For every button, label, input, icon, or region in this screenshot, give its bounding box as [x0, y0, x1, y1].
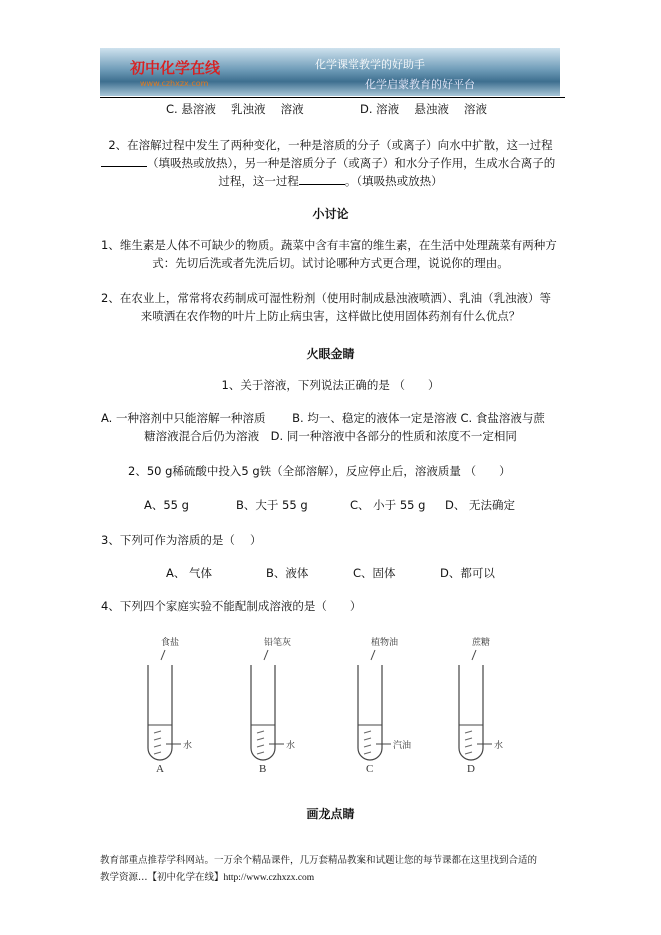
- discussion-q2-line2: 来喷洒在农作物的叶片上防止病虫害，这样做比使用固体药剂有什么优点？: [140, 309, 521, 323]
- liquid-mark: [465, 752, 472, 754]
- solvent-label: 水: [286, 741, 296, 751]
- discussion-q2-line1: 2、在农业上，常常将农药制成可湿性粉剂（使用时制成悬浊液喷洒）、乳油（乳浊液）等: [101, 291, 552, 305]
- liquid-mark: [364, 738, 371, 740]
- solute-pointer: [264, 650, 268, 660]
- footer-line2: 教学资源…【初中化学在线】: [100, 872, 224, 883]
- quiz-q3: 3、下列可作为溶质的是（ ）: [101, 533, 262, 547]
- solvent-label: 水: [494, 741, 504, 751]
- liquid-mark: [364, 745, 371, 747]
- solute-pointer: [371, 650, 375, 660]
- section-title-summary: 画龙点睛: [306, 807, 355, 821]
- liquid-mark: [364, 752, 371, 754]
- quiz-q2-option-c: C、 小于 55 g: [350, 498, 426, 512]
- test-tube-c: [358, 636, 411, 775]
- footer: [100, 852, 570, 887]
- tube-letter: B: [259, 763, 267, 775]
- solute-label: 蔗糖: [472, 638, 491, 648]
- liquid-mark: [154, 738, 161, 740]
- liquid-mark: [257, 731, 264, 733]
- footer-link[interactable]: http://www.czhxzx.com: [223, 873, 315, 883]
- quiz-q2-option-d: D、 无法确定: [445, 498, 516, 512]
- fill-question-line2: （填吸热或放热），另一种是溶质分子（或离子）和水分子作用，生成水合离子的: [101, 155, 555, 171]
- liquid-mark: [364, 731, 371, 733]
- test-tube-b: [251, 636, 295, 775]
- fill-question-line3: 过程，这一过程 。（填吸热或放热）: [218, 174, 443, 188]
- footer-line1: 教育部重点推荐学科网站。一万余个精品课件，几万套精品教案和试题让您的每节课都在这里找到合适的: [100, 855, 538, 866]
- banner-slogan-2: 化学启蒙教育的好平台: [365, 78, 475, 91]
- liquid-mark: [465, 731, 472, 733]
- tube-letter: A: [156, 763, 164, 775]
- liquid-mark: [154, 745, 161, 747]
- liquid-mark: [257, 738, 264, 740]
- solute-pointer: [161, 650, 165, 660]
- section-title-quiz: 火眼金睛: [306, 347, 355, 361]
- quiz-q2-option-b: B、大于 55 g: [236, 498, 308, 512]
- test-tube-a: [148, 636, 192, 775]
- liquid-mark: [154, 731, 161, 733]
- section-title-discussion: 小讨论: [312, 207, 349, 221]
- fill-question-line1: 2、在溶解过程中发生了两种变化，一种是溶质的分子（或离子）向水中扩散，这一过程: [108, 138, 553, 152]
- option-c: C. 悬溶液 乳浊液 溶液: [166, 102, 304, 116]
- quiz-q3-option-a: A、 气体: [166, 566, 213, 580]
- header-rule: [100, 97, 565, 98]
- header-banner: [100, 48, 560, 96]
- test-tube-d: [459, 636, 503, 775]
- quiz-q4: 4、下列四个家庭实验不能配制成溶液的是（ ）: [101, 599, 362, 613]
- quiz-q1-options-line2: 糖溶液混合后仍为溶液 D. 同一种溶液中各部分的性质和浓度不一定相同: [144, 429, 517, 443]
- liquid-mark: [257, 745, 264, 747]
- quiz-q3-option-b: B、液体: [266, 566, 309, 580]
- option-d: D. 溶液 悬浊液 溶液: [360, 102, 487, 116]
- banner-logo: 初中化学在线: [130, 59, 221, 77]
- answer-blank[interactable]: [299, 174, 345, 185]
- solvent-label: 汽油: [393, 741, 412, 751]
- liquid-mark: [465, 745, 472, 747]
- discussion-q1-line2: 式：先切后洗或者先洗后切。试讨论哪种方式更合理，说说你的理由。: [152, 256, 509, 270]
- solute-label: 食盐: [161, 638, 180, 648]
- solute-label: 铅笔灰: [264, 638, 292, 648]
- liquid-mark: [257, 752, 264, 754]
- quiz-q1: 1、关于溶液，下列说法正确的是 （ ）: [221, 378, 440, 392]
- banner-slogan-1: 化学课堂教学的好助手: [315, 58, 425, 71]
- solvent-label: 水: [183, 741, 193, 751]
- solute-label: 植物油: [371, 638, 399, 648]
- answer-blank[interactable]: [101, 156, 147, 167]
- liquid-mark: [154, 752, 161, 754]
- quiz-q1-options-line1: A. 一种溶剂中只能溶解一种溶质 B. 均一、稳定的液体一定是溶液 C. 食盐溶液与蔗: [101, 411, 545, 425]
- quiz-q2-option-a: A、55 g: [144, 498, 189, 512]
- solute-pointer: [472, 650, 476, 660]
- discussion-q1-line1: 1、维生素是人体不可缺少的物质。蔬菜中含有丰富的维生素，在生活中处理蔬菜有两种方: [101, 238, 557, 252]
- quiz-q3-option-c: C、固体: [353, 566, 396, 580]
- tube-letter: D: [467, 763, 475, 775]
- banner-url: www.czhxzx.com: [140, 79, 209, 88]
- quiz-q3-option-d: D、都可以: [440, 566, 495, 580]
- liquid-mark: [465, 738, 472, 740]
- test-tubes-figure: [0, 630, 661, 780]
- quiz-q2: 2、50 g稀硫酸中投入5 g铁（全部溶解），反应停止后，溶液质量 （ ）: [128, 464, 511, 478]
- tube-letter: C: [366, 763, 374, 775]
